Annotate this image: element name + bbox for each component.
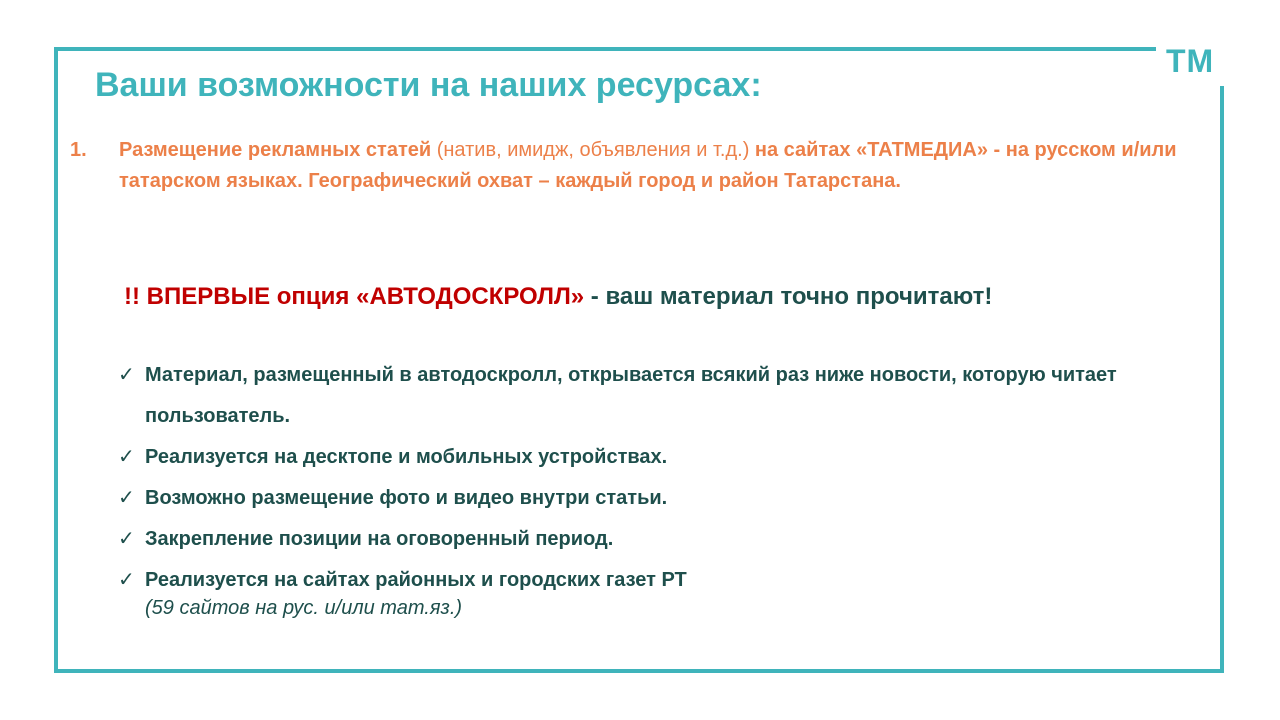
bullet-item <box>118 355 1178 437</box>
check-icon: ✓ <box>118 569 135 591</box>
check-icon: ✓ <box>118 446 135 468</box>
item-text-normal: (натив, имидж, объявления и т.д.) <box>431 139 755 161</box>
highlight-teal-text: - ваш материал точно прочитают! <box>584 283 993 310</box>
bullet-item <box>118 560 1178 622</box>
check-icon: ✓ <box>118 364 135 386</box>
check-icon: ✓ <box>118 487 135 509</box>
frame-right-border <box>1220 86 1224 673</box>
bullet-item <box>118 478 1178 519</box>
bullet-text: Материал, размещенный в автодоскролл, открывается всякий раз ниже новости, которую читает пользователь. <box>145 364 1117 427</box>
tm-logo: ТМ <box>1166 43 1215 79</box>
numbered-item-1 <box>70 135 1190 197</box>
frame-bottom-border <box>54 669 1224 673</box>
bullet-text: Реализуется на сайтах районных и городских газет РТ <box>145 569 687 591</box>
highlight-red-text: !! ВПЕРВЫЕ опция «АВТОДОСКРОЛЛ» <box>124 283 585 310</box>
bullet-list <box>118 355 1178 622</box>
slide-title: Ваши возможности на наших ресурсах: <box>95 66 762 104</box>
item-text <box>119 135 1190 197</box>
bullet-text: Возможно размещение фото и видео внутри статьи. <box>145 487 668 509</box>
check-icon: ✓ <box>118 528 135 550</box>
item-number: 1. <box>70 139 87 161</box>
item-text-bold-start: Размещение рекламных статей <box>119 139 432 161</box>
bullet-text: Закрепление позиции на оговоренный период. <box>145 528 614 550</box>
frame-top-border <box>54 47 1156 51</box>
bullet-item <box>118 519 1178 560</box>
frame-left-border <box>54 47 58 673</box>
bullet-note: (59 сайтов на рус. и/или тат.яз.) <box>145 597 463 619</box>
bullet-text: Реализуется на десктопе и мобильных устройствах. <box>145 446 668 468</box>
bullet-item <box>118 437 1178 478</box>
highlight-line <box>124 283 992 311</box>
item-text-bold-end: на сайтах «ТАТМЕДИА» - на русском и/или татарском языках. Географический охват – каждый город и район Татарстана. <box>119 139 1177 192</box>
